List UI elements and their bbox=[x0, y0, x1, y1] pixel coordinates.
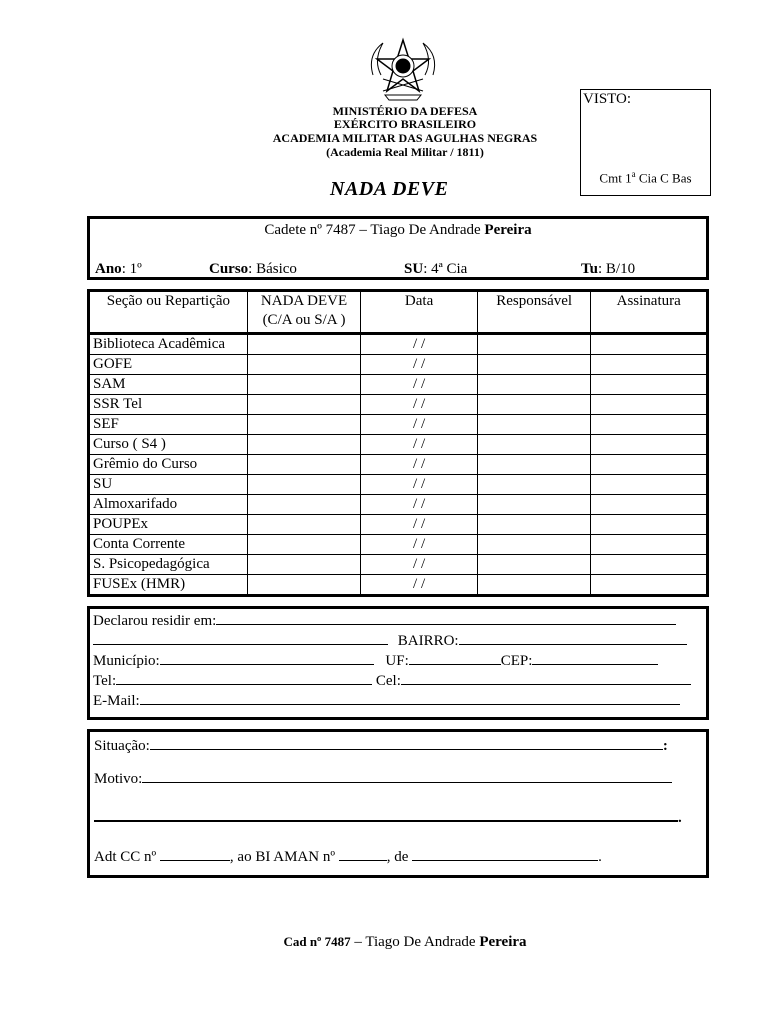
nada-deve-cell[interactable] bbox=[247, 515, 361, 535]
situacao-label: Situação: bbox=[94, 738, 150, 754]
nada-deve-cell[interactable] bbox=[247, 495, 361, 515]
assinatura-cell[interactable] bbox=[591, 455, 708, 475]
situacao-box bbox=[87, 729, 709, 878]
section-cell: SU bbox=[89, 475, 248, 495]
section-cell: SAM bbox=[89, 375, 248, 395]
date-field[interactable] bbox=[412, 847, 598, 861]
nada-deve-cell[interactable] bbox=[247, 455, 361, 475]
table-row bbox=[89, 355, 708, 375]
table-row bbox=[89, 475, 708, 495]
assinatura-cell[interactable] bbox=[591, 355, 708, 375]
table-row bbox=[89, 515, 708, 535]
cadete-curso: Curso: Básico bbox=[209, 261, 297, 277]
assinatura-cell[interactable] bbox=[591, 555, 708, 575]
page-title: NADA DEVE bbox=[330, 178, 449, 200]
responsavel-cell[interactable] bbox=[477, 555, 591, 575]
assinatura-cell[interactable] bbox=[591, 495, 708, 515]
uf-field[interactable] bbox=[409, 651, 501, 665]
section-cell: Curso ( S4 ) bbox=[89, 435, 248, 455]
coat-of-arms-seal bbox=[363, 35, 443, 105]
responsavel-cell[interactable] bbox=[477, 515, 591, 535]
cel-label: Cel: bbox=[375, 673, 401, 689]
section-cell: Conta Corrente bbox=[89, 535, 248, 555]
header-academy: ACADEMIA MILITAR DAS AGULHAS NEGRAS bbox=[272, 131, 538, 145]
assinatura-cell[interactable] bbox=[591, 535, 708, 555]
date-cell[interactable]: / / bbox=[361, 475, 478, 495]
email-line bbox=[93, 691, 703, 710]
section-cell: SSR Tel bbox=[89, 395, 248, 415]
cadete-tu: Tu: B/10 bbox=[581, 261, 636, 277]
bairro-line bbox=[93, 631, 703, 650]
municipio-line bbox=[93, 651, 703, 670]
header-army: EXÉRCITO BRASILEIRO bbox=[333, 117, 477, 131]
assinatura-cell[interactable] bbox=[591, 415, 708, 435]
nada-deve-cell[interactable] bbox=[247, 555, 361, 575]
nada-deve-table bbox=[87, 289, 709, 597]
adt-line: Adt CC nº , ao BI AMAN nº , de . bbox=[94, 849, 602, 865]
motivo-line-2: . bbox=[94, 807, 704, 827]
visto-label: VISTO: bbox=[583, 91, 632, 107]
table-row bbox=[89, 495, 708, 515]
tel-field[interactable] bbox=[116, 671, 372, 685]
municipio-label: Município: bbox=[93, 653, 160, 669]
section-cell: GOFE bbox=[89, 355, 248, 375]
date-cell[interactable]: / / bbox=[361, 575, 478, 596]
nada-deve-cell[interactable] bbox=[247, 535, 361, 555]
responsavel-cell[interactable] bbox=[477, 355, 591, 375]
address-box bbox=[87, 606, 709, 720]
nada-deve-cell[interactable] bbox=[247, 395, 361, 415]
tel-line bbox=[93, 671, 703, 690]
bairro-field[interactable] bbox=[459, 631, 687, 645]
assinatura-cell[interactable] bbox=[591, 515, 708, 535]
table-row bbox=[89, 575, 708, 596]
address-continuation-field[interactable] bbox=[93, 631, 388, 645]
header-academy-sub: (Academia Real Militar / 1811) bbox=[326, 145, 484, 159]
situacao-line: Situação: : bbox=[94, 738, 668, 754]
motivo-field-2[interactable] bbox=[94, 807, 678, 822]
assinatura-cell[interactable] bbox=[591, 435, 708, 455]
nada-deve-cell[interactable] bbox=[247, 415, 361, 435]
municipio-field[interactable] bbox=[160, 651, 374, 665]
motivo-label: Motivo: bbox=[94, 771, 143, 787]
adt-cc-field[interactable] bbox=[160, 847, 230, 861]
nada-deve-cell[interactable] bbox=[247, 475, 361, 495]
date-cell[interactable]: / / bbox=[361, 535, 478, 555]
nada-deve-cell[interactable] bbox=[247, 334, 361, 355]
visto-cmt: Cmt 1$^a$ Cia C Bas bbox=[599, 169, 692, 186]
table-row bbox=[89, 375, 708, 395]
col-header-data: Data bbox=[361, 291, 478, 334]
date-cell[interactable]: / / bbox=[361, 555, 478, 575]
nada-deve-cell[interactable] bbox=[247, 375, 361, 395]
visto-box[interactable] bbox=[580, 89, 711, 196]
table-row bbox=[89, 535, 708, 555]
footer-cadet: Cad nº 7487 – Tiago De Andrade Pereira bbox=[283, 934, 527, 950]
adt-label: Adt CC nº bbox=[94, 849, 157, 865]
bi-aman-field[interactable] bbox=[339, 847, 387, 861]
table-row bbox=[89, 415, 708, 435]
assinatura-cell[interactable] bbox=[591, 475, 708, 495]
table-row bbox=[89, 435, 708, 455]
col-header-nada-deve: NADA DEVE (C/A ou S/A ) bbox=[247, 291, 361, 334]
tel-label: Tel: bbox=[93, 673, 117, 689]
nada-deve-cell[interactable] bbox=[247, 575, 361, 596]
cadete-su: SU: 4ª Cia bbox=[404, 261, 468, 277]
cel-field[interactable] bbox=[401, 671, 691, 685]
date-cell[interactable]: / / bbox=[361, 375, 478, 395]
situacao-field[interactable] bbox=[150, 736, 663, 750]
date-cell[interactable]: / / bbox=[361, 435, 478, 455]
date-cell[interactable]: / / bbox=[361, 415, 478, 435]
table-row bbox=[89, 555, 708, 575]
assinatura-cell[interactable] bbox=[591, 575, 708, 596]
responsavel-cell[interactable] bbox=[477, 334, 591, 355]
section-cell: POUPEx bbox=[89, 515, 248, 535]
email-label: E-Mail: bbox=[93, 693, 140, 709]
cep-label: CEP: bbox=[500, 653, 533, 669]
cadete-ano: Ano: 1º bbox=[95, 261, 142, 277]
date-cell[interactable]: / / bbox=[361, 395, 478, 415]
uf-label: UF: bbox=[385, 653, 409, 669]
cadete-name-line: Cadete nº 7487 – Tiago De Andrade Pereira bbox=[264, 222, 532, 238]
bairro-label: BAIRRO: bbox=[397, 633, 459, 649]
responsavel-cell[interactable] bbox=[477, 435, 591, 455]
section-cell: Almoxarifado bbox=[89, 495, 248, 515]
table-row bbox=[89, 334, 708, 355]
section-cell: Biblioteca Acadêmica bbox=[89, 334, 248, 355]
date-cell[interactable]: / / bbox=[361, 455, 478, 475]
responsavel-cell[interactable] bbox=[477, 455, 591, 475]
col-header-secao: Seção ou Repartição bbox=[89, 291, 248, 334]
responsavel-cell[interactable] bbox=[477, 475, 591, 495]
nada-deve-cell[interactable] bbox=[247, 435, 361, 455]
responsavel-cell[interactable] bbox=[477, 415, 591, 435]
nada-deve-cell[interactable] bbox=[247, 355, 361, 375]
section-cell: Grêmio do Curso bbox=[89, 455, 248, 475]
responsavel-cell[interactable] bbox=[477, 495, 591, 515]
table-row bbox=[89, 395, 708, 415]
declarou-label: Declarou residir em: bbox=[93, 613, 217, 629]
table-row bbox=[89, 455, 708, 475]
responsavel-cell[interactable] bbox=[477, 395, 591, 415]
motivo-field[interactable] bbox=[142, 769, 672, 783]
date-cell[interactable]: / / bbox=[361, 355, 478, 375]
col-header-assinatura: Assinatura bbox=[591, 291, 708, 334]
email-field[interactable] bbox=[140, 691, 680, 705]
header-ministry: MINISTÉRIO DA DEFESA bbox=[332, 104, 478, 118]
section-cell: SEF bbox=[89, 415, 248, 435]
section-cell: FUSEx (HMR) bbox=[89, 575, 248, 596]
responsavel-cell[interactable] bbox=[477, 535, 591, 555]
motivo-line bbox=[94, 769, 704, 788]
table-header-row bbox=[89, 291, 708, 334]
section-cell: S. Psicopedagógica bbox=[89, 555, 248, 575]
declarou-field[interactable] bbox=[216, 611, 676, 625]
responsavel-cell[interactable] bbox=[477, 375, 591, 395]
col-header-responsavel: Responsável bbox=[477, 291, 591, 334]
cadete-box bbox=[87, 216, 709, 280]
date-cell[interactable]: / / bbox=[361, 334, 478, 355]
assinatura-cell[interactable] bbox=[591, 375, 708, 395]
responsavel-cell[interactable] bbox=[477, 575, 591, 596]
date-cell[interactable]: / / bbox=[361, 515, 478, 535]
assinatura-cell[interactable] bbox=[591, 395, 708, 415]
date-cell[interactable]: / / bbox=[361, 495, 478, 515]
assinatura-cell[interactable] bbox=[591, 334, 708, 355]
cep-field[interactable] bbox=[532, 651, 658, 665]
declarou-line bbox=[93, 611, 703, 630]
